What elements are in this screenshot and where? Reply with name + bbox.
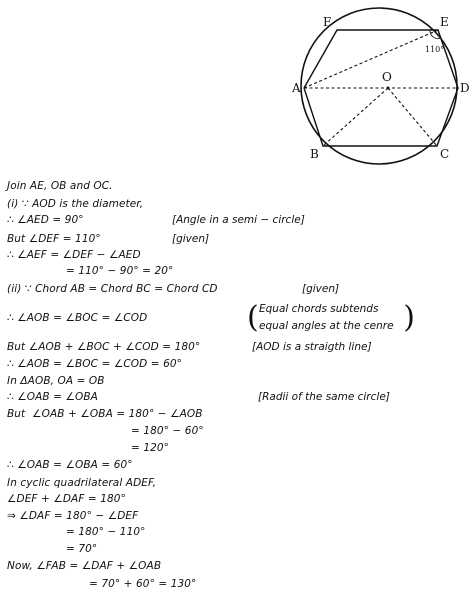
- solution-line: (i) ∵ AOD is the diameter,: [7, 198, 144, 210]
- reason-semi-circle: [Angle in a semi − circle]: [172, 214, 305, 226]
- solution-line: = 180° − 110°: [66, 526, 146, 538]
- solution-line: But ∠AOB + ∠BOC + ∠COD = 180°: [7, 341, 201, 353]
- label-b: B: [310, 147, 319, 161]
- label-f: F: [323, 15, 332, 29]
- solution-line: Now, ∠FAB = ∠DAF + ∠OAB: [7, 560, 162, 572]
- center-dot: [387, 87, 390, 90]
- solution-line: In cyclic quadrilateral ADEF,: [7, 477, 157, 489]
- chord-ae: [304, 30, 438, 88]
- reason-given: [given]: [172, 233, 210, 245]
- solution-line: But ∠DEF = 110°: [7, 233, 101, 245]
- label-d: D: [460, 81, 470, 95]
- solution-line: ∴ ∠AOB = ∠BOC = ∠COD = 60°: [7, 358, 183, 370]
- reason-radii: [Radii of the same circle]: [258, 391, 390, 403]
- solution-line: = 180° − 60°: [131, 425, 204, 437]
- reason-equal-chords: [247, 301, 415, 337]
- solution-line: = 110° − 90° = 20°: [66, 265, 174, 277]
- reason-equal-chords-line2: equal angles at the cenre: [259, 320, 394, 332]
- solution-line: ∴ ∠AEF = ∠DEF − ∠AED: [7, 249, 141, 261]
- solution-line: In ΔAOB, OA = OB: [7, 375, 105, 387]
- right-paren: ): [403, 300, 415, 335]
- reason-given: [given]: [302, 283, 340, 295]
- solution-line: ⇒ ∠DAF = 180° − ∠DEF: [7, 510, 139, 522]
- label-o: O: [382, 70, 392, 84]
- radius-ob: [323, 88, 388, 146]
- solution-line: (ii) ∵ Chord AB = Chord BC = Chord CD: [7, 283, 218, 295]
- solution-line: ∴ ∠OAB = ∠OBA: [7, 391, 98, 403]
- circle-figure: [280, 6, 474, 171]
- label-e: E: [440, 15, 449, 29]
- reason-equal-chords-line1: Equal chords subtends: [259, 303, 379, 315]
- solution-line: = 70°: [66, 543, 98, 555]
- radius-oc: [388, 88, 437, 146]
- solution-line: ∴ ∠AED = 90°: [7, 214, 84, 226]
- angle-label-110: 110°: [425, 45, 445, 54]
- reason-straight-line: [AOD is a straigth line]: [252, 341, 372, 353]
- solution-line: = 70° + 60° = 130°: [89, 578, 197, 590]
- solution-line: Join AE, OB and OC.: [7, 180, 113, 192]
- label-a: A: [292, 81, 301, 95]
- solution-line: = 120°: [131, 442, 170, 454]
- solution-line: ∴ ∠AOB = ∠BOC = ∠COD: [7, 312, 148, 324]
- solution-line: But ∠OAB + ∠OBA = 180° − ∠AOB: [7, 408, 203, 420]
- left-paren: (: [247, 300, 259, 335]
- label-c: C: [440, 147, 450, 161]
- circle-outline: [301, 8, 457, 164]
- solution-line: ∠DEF + ∠DAF = 180°: [7, 493, 126, 505]
- solution-line: ∴ ∠OAB = ∠OBA = 60°: [7, 459, 133, 471]
